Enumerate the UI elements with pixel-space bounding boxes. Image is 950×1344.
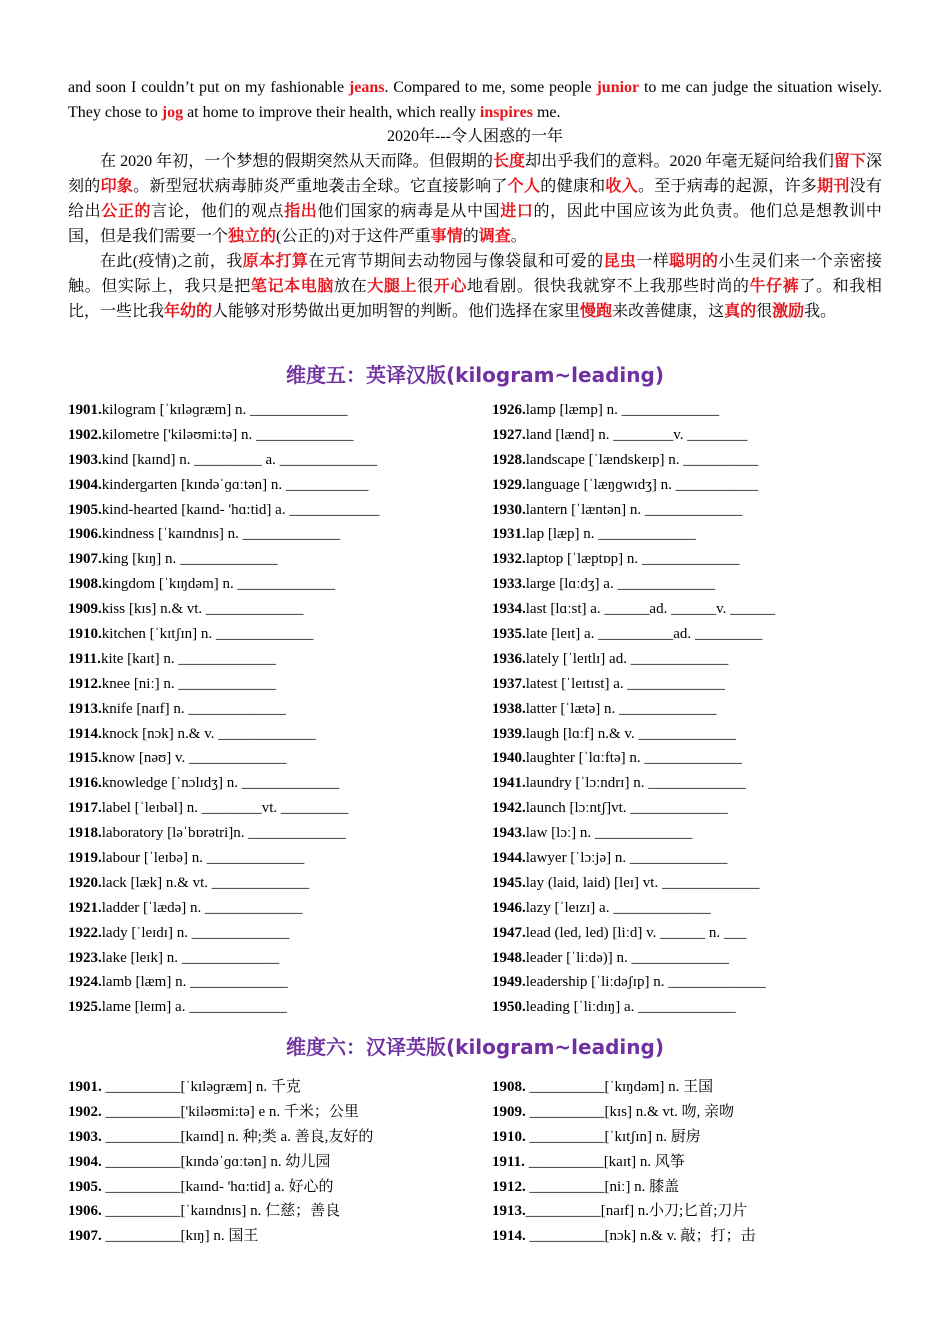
vocab-entry: kindness [ˈkaɪndnɪs] n. _____________ bbox=[101, 526, 341, 543]
vocab-number: 1916. bbox=[68, 775, 102, 792]
text-run: and soon I couldn’t put on my fashionable bbox=[68, 79, 349, 96]
vocab-item bbox=[68, 1100, 478, 1125]
highlighted-word: 原本打算 bbox=[242, 253, 309, 270]
vocab-item bbox=[68, 1199, 478, 1224]
vocab-number: 1904. bbox=[68, 1153, 106, 1170]
vocab-number: 1906. bbox=[68, 526, 102, 543]
vocab-number: 1919. bbox=[68, 850, 102, 867]
vocab-number: 1915. bbox=[68, 750, 102, 767]
vocab-number: 1941. bbox=[492, 775, 526, 792]
vocab-number: 1945. bbox=[492, 874, 526, 891]
vocab-item bbox=[68, 597, 478, 622]
vocab-entry: laptop [ˈlæptɒp] n. _____________ bbox=[525, 551, 740, 568]
text-run: 深刻的 bbox=[68, 153, 882, 195]
vocab-entry: lack [læk] n.& vt. _____________ bbox=[101, 874, 310, 891]
highlighted-word: 调查 bbox=[478, 228, 511, 245]
vocab-item bbox=[68, 921, 478, 946]
text-run: 我。 bbox=[804, 303, 837, 320]
vocab-item bbox=[68, 821, 478, 846]
vocab-entry: __________[kɪs] n.& vt. 吻, 亲吻 bbox=[529, 1103, 735, 1120]
section-6-left-list bbox=[68, 1075, 478, 1249]
text-run: . Compared to me, some people bbox=[384, 79, 597, 96]
vocab-item bbox=[492, 1125, 902, 1150]
vocab-item bbox=[492, 622, 902, 647]
vocab-entry: kiss [kɪs] n.& vt. _____________ bbox=[101, 601, 304, 618]
vocab-item bbox=[492, 547, 902, 572]
vocab-entry: language [ˈlæŋɡwɪdʒ] n. ___________ bbox=[525, 476, 759, 493]
vocab-entry: knowledge [ˈnɔlɪdʒ] n. _____________ bbox=[101, 775, 340, 792]
vocab-entry: lantern [ˈlæntən] n. _____________ bbox=[525, 501, 743, 518]
section-5-right-list bbox=[492, 398, 902, 1020]
vocab-number: 1942. bbox=[492, 800, 526, 817]
vocab-entry: lazy [ˈleɪzɪ] a. _____________ bbox=[525, 899, 711, 916]
vocab-entry: know [nəʊ] v. _____________ bbox=[101, 750, 287, 767]
vocab-item bbox=[68, 622, 478, 647]
vocab-number: 1914. bbox=[68, 725, 102, 742]
text-run: 言论，他们的观点 bbox=[151, 203, 285, 220]
vocab-entry: __________[nɔk] n.& v. 敲；打；击 bbox=[529, 1228, 756, 1245]
vocab-entry: __________['kiləʊmi:tə] e n. 千米；公里 bbox=[105, 1103, 359, 1120]
vocab-number: 1924. bbox=[68, 974, 102, 991]
text-run: 在 2020 年初，一个梦想的假期突然从天而降。但假期的 bbox=[100, 153, 494, 170]
vocab-number: 1908. bbox=[68, 576, 102, 593]
vocab-number: 1949. bbox=[492, 974, 526, 991]
vocab-item bbox=[492, 1199, 902, 1224]
english-story-paragraph bbox=[68, 75, 882, 125]
highlighted-word: 慢跑 bbox=[580, 303, 613, 320]
vocab-number: 1908. bbox=[492, 1079, 530, 1095]
text-run: 。至于病毒的起源，许多 bbox=[637, 178, 818, 195]
vocab-item bbox=[68, 846, 478, 871]
vocab-number: 1939. bbox=[492, 725, 526, 742]
vocab-number: 1911. bbox=[68, 650, 101, 667]
vocab-entry: kitchen [ˈkɪtʃɪn] n. _____________ bbox=[101, 626, 314, 643]
vocab-entry: __________[kaɪnd- 'hɑ:tid] a. 好心的 bbox=[105, 1178, 334, 1195]
text-run: (公正的)对于这件严重 bbox=[276, 228, 431, 245]
vocab-entry: __________[ˈkɪŋdəm] n. 王国 bbox=[529, 1079, 714, 1095]
highlighted-word: 公正的 bbox=[101, 203, 152, 220]
vocab-item bbox=[492, 871, 902, 896]
vocab-number: 1918. bbox=[68, 825, 102, 842]
vocab-number: 1917. bbox=[68, 800, 102, 817]
vocab-number: 1932. bbox=[492, 551, 526, 568]
vocab-item bbox=[492, 1100, 902, 1125]
vocab-number: 1936. bbox=[492, 650, 526, 667]
vocab-item bbox=[68, 572, 478, 597]
vocab-entry: large [lɑːdʒ] a. _____________ bbox=[525, 576, 715, 593]
vocab-number: 1926. bbox=[492, 402, 526, 418]
vocab-item bbox=[68, 946, 478, 971]
vocab-item bbox=[68, 1175, 478, 1200]
highlighted-word: 昆虫 bbox=[603, 253, 637, 270]
text-run: to me can judge the situation wisely. They chose to bbox=[68, 79, 883, 121]
text-run: 他们国家的病毒是从中国 bbox=[317, 203, 501, 220]
vocab-number: 1935. bbox=[492, 626, 526, 643]
text-run: 小生灵们来一个亲密接触。但实际上，我只是把 bbox=[68, 253, 882, 295]
vocab-number: 1925. bbox=[68, 999, 102, 1016]
text-run: 地看剧。很快我就穿不上我那些时尚的 bbox=[466, 278, 750, 295]
vocab-item bbox=[68, 1075, 478, 1100]
highlighted-word: 年幼的 bbox=[164, 303, 213, 320]
vocab-number: 1909. bbox=[68, 601, 102, 618]
vocab-entry: label [ˈleɪbəl] n. ________vt. _________ bbox=[101, 800, 349, 817]
vocab-item bbox=[68, 970, 478, 995]
vocab-item bbox=[68, 896, 478, 921]
text-run: 了。和我相比，一些比我 bbox=[68, 278, 882, 320]
vocab-entry: king [kɪŋ] n. _____________ bbox=[101, 551, 278, 568]
vocab-number: 1950. bbox=[492, 999, 526, 1016]
highlighted-word: 笔记本电脑 bbox=[250, 278, 334, 295]
highlighted-word: 指出 bbox=[284, 203, 318, 220]
vocab-item bbox=[68, 871, 478, 896]
vocab-item bbox=[492, 597, 902, 622]
vocab-entry: lay (laid, laid) [leɪ] vt. _____________ bbox=[525, 874, 760, 891]
vocab-item bbox=[492, 473, 902, 498]
vocab-entry: laugh [lɑːf] n.& v. _____________ bbox=[525, 725, 736, 742]
vocab-entry: lamb [læm] n. _____________ bbox=[101, 974, 288, 991]
vocab-number: 1901. bbox=[68, 1079, 106, 1095]
vocab-item bbox=[492, 498, 902, 523]
story-title: 2020年---令人困惑的一年 bbox=[387, 128, 563, 145]
vocab-number: 1912. bbox=[68, 675, 102, 692]
vocab-entry: lead (led, led) [liːd] v. ______ n. ___ bbox=[525, 924, 747, 941]
vocab-entry: landscape [ˈlændskeɪp] n. __________ bbox=[525, 451, 759, 468]
vocab-number: 1937. bbox=[492, 675, 526, 692]
vocab-entry: late [leɪt] a. __________ad. _________ bbox=[525, 626, 763, 643]
vocab-item bbox=[492, 746, 902, 771]
vocab-item bbox=[492, 921, 902, 946]
highlighted-word: 真的 bbox=[724, 303, 757, 320]
text-run: 一样 bbox=[636, 253, 670, 270]
vocab-entry: __________[kaɪt] n. 风筝 bbox=[528, 1153, 685, 1170]
vocab-number: 1923. bbox=[68, 949, 102, 966]
highlighted-word: inspires bbox=[479, 104, 533, 121]
text-run: 。 bbox=[510, 228, 527, 245]
vocab-entry: __________[kaɪnd] n. 种;类 a. 善良,友好的 bbox=[105, 1128, 374, 1145]
vocab-item bbox=[68, 995, 478, 1020]
vocab-number: 1902. bbox=[68, 1103, 106, 1120]
highlighted-word: 长度 bbox=[493, 153, 526, 170]
vocab-item bbox=[68, 796, 478, 821]
vocab-number: 1905. bbox=[68, 1178, 106, 1195]
highlighted-word: 期刊 bbox=[817, 178, 850, 195]
vocab-entry: leader [ˈliːdə)] n. _____________ bbox=[525, 949, 730, 966]
vocab-item bbox=[492, 846, 902, 871]
vocab-item bbox=[68, 522, 478, 547]
vocab-entry: __________[naɪf] n.小刀;匕首;刀片 bbox=[525, 1203, 748, 1220]
vocab-number: 1909. bbox=[492, 1103, 530, 1120]
vocab-item bbox=[68, 448, 478, 473]
vocab-item bbox=[492, 572, 902, 597]
vocab-entry: __________[niː] n. 膝盖 bbox=[529, 1178, 680, 1195]
vocab-item bbox=[492, 970, 902, 995]
vocab-number: 1929. bbox=[492, 476, 526, 493]
vocab-number: 1922. bbox=[68, 924, 102, 941]
text-run: 的 bbox=[462, 228, 479, 245]
text-run: 人能够对形势做出更加明智的判断。他们选择在家里 bbox=[212, 303, 581, 320]
vocab-number: 1931. bbox=[492, 526, 526, 543]
vocab-item bbox=[68, 1224, 478, 1249]
section-6-right-list bbox=[492, 1075, 902, 1249]
vocab-entry: kingdom [ˈkɪŋdəm] n. _____________ bbox=[101, 576, 335, 593]
vocab-item bbox=[68, 722, 478, 747]
vocab-entry: law [lɔː] n. _____________ bbox=[525, 825, 693, 842]
vocab-item bbox=[492, 448, 902, 473]
vocab-item bbox=[492, 672, 902, 697]
vocab-number: 1948. bbox=[492, 949, 526, 966]
vocab-item bbox=[68, 746, 478, 771]
text-run: 的健康和 bbox=[540, 178, 606, 195]
vocab-item bbox=[68, 473, 478, 498]
vocab-entry: kilogram [ˈkɪləɡræm] n. _____________ bbox=[101, 402, 348, 418]
vocab-number: 1911. bbox=[492, 1153, 529, 1170]
vocab-entry: latter [ˈlætə] n. _____________ bbox=[525, 700, 717, 717]
vocab-entry: kindergarten [kɪndəˈɡɑːtən] n. ___________ bbox=[101, 476, 369, 493]
section-6-title: 维度六：汉译英版(kilogram~leading) bbox=[286, 1035, 664, 1059]
vocab-item bbox=[68, 1150, 478, 1175]
vocab-item bbox=[492, 697, 902, 722]
vocab-number: 1933. bbox=[492, 576, 526, 593]
text-run: 在此(疫情)之前，我 bbox=[100, 253, 243, 270]
vocab-item bbox=[492, 896, 902, 921]
vocab-number: 1947. bbox=[492, 924, 526, 941]
vocab-item bbox=[68, 771, 478, 796]
vocab-number: 1905. bbox=[68, 501, 102, 518]
vocab-entry: kite [kaɪt] n. _____________ bbox=[100, 650, 276, 667]
vocab-number: 1920. bbox=[68, 874, 102, 891]
vocab-number: 1934. bbox=[492, 601, 526, 618]
vocab-number: 1938. bbox=[492, 700, 526, 717]
vocab-number: 1910. bbox=[68, 626, 102, 643]
vocab-item bbox=[492, 771, 902, 796]
vocab-entry: labour [ˈleɪbə] n. _____________ bbox=[101, 850, 305, 867]
vocab-entry: leadership [ˈliːdəʃɪp] n. _____________ bbox=[525, 974, 766, 991]
highlighted-word: 个人 bbox=[507, 178, 541, 195]
vocab-number: 1907. bbox=[68, 1228, 106, 1245]
vocab-number: 1906. bbox=[68, 1203, 106, 1220]
text-run: 的，因此中国应该为此负责。他们总是想教训中国，但是我们需要一个 bbox=[68, 203, 882, 245]
vocab-item bbox=[68, 423, 478, 448]
vocab-number: 1902. bbox=[68, 426, 102, 443]
section-5-title: 维度五：英译汉版(kilogram~leading) bbox=[286, 363, 664, 387]
vocab-entry: knife [naɪf] n. _____________ bbox=[101, 700, 286, 717]
vocab-entry: knee [niː] n. _____________ bbox=[101, 675, 276, 692]
vocab-entry: launch [lɔːntʃ]vt. _____________ bbox=[525, 800, 728, 817]
vocab-number: 1904. bbox=[68, 476, 102, 493]
vocab-number: 1943. bbox=[492, 825, 526, 842]
vocab-entry: __________[ˈkaɪndnɪs] n. 仁慈；善良 bbox=[105, 1203, 341, 1220]
vocab-entry: knock [nɔk] n.& v. _____________ bbox=[101, 725, 316, 742]
story-paragraph-2 bbox=[68, 249, 882, 324]
text-run: at home to improve their health, which really bbox=[183, 104, 480, 121]
vocab-number: 1940. bbox=[492, 750, 526, 767]
highlighted-word: 激励 bbox=[772, 303, 805, 320]
highlighted-word: 大腿上 bbox=[367, 278, 418, 295]
highlighted-word: 牛仔裤 bbox=[749, 278, 800, 295]
text-run: 在元宵节期间去动物园与像袋鼠和可爱的 bbox=[308, 253, 604, 270]
vocab-entry: laundry [ˈlɔːndrɪ] n. _____________ bbox=[525, 775, 746, 792]
vocab-number: 1912. bbox=[492, 1178, 530, 1195]
vocab-item bbox=[492, 647, 902, 672]
vocab-entry: laughter [ˈlɑːftə] n. _____________ bbox=[525, 750, 742, 767]
text-run: 却出乎我们的意料。2020 年毫无疑问给我们 bbox=[525, 153, 834, 170]
vocab-entry: lawyer [ˈlɔːjə] n. _____________ bbox=[525, 850, 728, 867]
vocab-entry: leading [ˈliːdɪŋ] a. _____________ bbox=[525, 999, 736, 1016]
vocab-item bbox=[492, 1075, 902, 1100]
vocab-item bbox=[492, 1175, 902, 1200]
story-paragraph-1 bbox=[68, 149, 882, 249]
vocab-number: 1930. bbox=[492, 501, 526, 518]
vocab-entry: lap [læp] n. _____________ bbox=[525, 526, 696, 543]
vocab-entry: __________[kɪŋ] n. 国王 bbox=[105, 1228, 259, 1245]
vocab-item bbox=[492, 423, 902, 448]
highlighted-word: 事情 bbox=[430, 228, 463, 245]
vocab-entry: __________[kɪndəˈɡɑːtən] n. 幼儿园 bbox=[105, 1153, 331, 1170]
highlighted-word: jeans bbox=[348, 79, 385, 96]
vocab-number: 1903. bbox=[68, 451, 102, 468]
text-run: 没有给出 bbox=[68, 178, 882, 220]
vocab-item bbox=[492, 1150, 902, 1175]
vocab-entry: lame [leɪm] a. _____________ bbox=[101, 999, 287, 1016]
vocab-number: 1944. bbox=[492, 850, 526, 867]
vocab-item bbox=[492, 1224, 902, 1249]
vocab-item bbox=[492, 722, 902, 747]
vocab-entry: kilometre ['kiləʊmi:tə] n. _____________ bbox=[101, 426, 354, 443]
vocab-entry: lake [leɪk] n. _____________ bbox=[101, 949, 280, 966]
vocab-item bbox=[492, 398, 902, 423]
highlighted-word: 开心 bbox=[433, 278, 467, 295]
vocab-item bbox=[492, 796, 902, 821]
highlighted-word: 独立的 bbox=[228, 228, 277, 245]
vocab-entry: land [lænd] n. ________v. ________ bbox=[525, 426, 748, 443]
highlighted-word: junior bbox=[596, 79, 640, 96]
vocab-number: 1913. bbox=[68, 700, 102, 717]
vocab-item bbox=[68, 697, 478, 722]
highlighted-word: 印象 bbox=[100, 178, 134, 195]
vocab-entry: lamp [læmp] n. _____________ bbox=[525, 402, 720, 418]
text-run: me. bbox=[532, 104, 561, 121]
highlighted-word: 留下 bbox=[833, 153, 866, 170]
vocab-entry: lady [ˈleɪdɪ] n. _____________ bbox=[101, 924, 290, 941]
vocab-entry: lately [ˈleɪtlɪ] ad. _____________ bbox=[525, 650, 729, 667]
vocab-number: 1928. bbox=[492, 451, 526, 468]
vocab-item bbox=[492, 946, 902, 971]
vocab-number: 1910. bbox=[492, 1128, 530, 1145]
section-5-left-list bbox=[68, 398, 478, 1020]
text-run: 来改善健康，这 bbox=[612, 303, 725, 320]
vocab-item bbox=[68, 498, 478, 523]
vocab-entry: kind-hearted [kaɪnd- 'hɑ:tid] a. ____________ bbox=[101, 501, 380, 518]
highlighted-word: jog bbox=[161, 104, 184, 121]
vocab-number: 1903. bbox=[68, 1128, 106, 1145]
vocab-entry: ladder [ˈlædə] n. _____________ bbox=[101, 899, 303, 916]
vocab-item bbox=[68, 672, 478, 697]
vocab-item bbox=[68, 1125, 478, 1150]
vocab-number: 1946. bbox=[492, 899, 526, 916]
highlighted-word: 进口 bbox=[500, 203, 534, 220]
highlighted-word: 聪明的 bbox=[669, 253, 719, 270]
vocab-entry: __________[ˈkɪtʃɪn] n. 厨房 bbox=[529, 1128, 701, 1145]
vocab-number: 1901. bbox=[68, 402, 102, 418]
vocab-item bbox=[68, 398, 478, 423]
vocab-number: 1913. bbox=[492, 1203, 526, 1220]
text-run: 很 bbox=[756, 303, 773, 320]
vocab-item bbox=[492, 821, 902, 846]
vocab-entry: laboratory [ləˈbɒrətri]n. _____________ bbox=[101, 825, 346, 842]
vocab-number: 1914. bbox=[492, 1228, 530, 1245]
highlighted-word: 收入 bbox=[605, 178, 638, 195]
vocab-entry: kind [kaɪnd] n. _________ a. _____________ bbox=[101, 451, 378, 468]
vocab-item bbox=[68, 647, 478, 672]
vocab-entry: latest [ˈleɪtɪst] a. _____________ bbox=[525, 675, 725, 692]
vocab-entry: __________[ˈkɪləɡræm] n. 千克 bbox=[105, 1079, 301, 1095]
vocab-entry: last [lɑːst] a. ______ad. ______v. ______ bbox=[525, 601, 776, 618]
text-run: 。新型冠状病毒肺炎严重地袭击全球。它直接影响了 bbox=[133, 178, 508, 195]
vocab-item bbox=[492, 995, 902, 1020]
vocab-item bbox=[68, 547, 478, 572]
text-run: 很 bbox=[417, 278, 434, 295]
text-run: 放在 bbox=[333, 278, 368, 295]
vocab-number: 1927. bbox=[492, 426, 526, 443]
vocab-number: 1921. bbox=[68, 899, 102, 916]
vocab-item bbox=[492, 522, 902, 547]
vocab-number: 1907. bbox=[68, 551, 102, 568]
